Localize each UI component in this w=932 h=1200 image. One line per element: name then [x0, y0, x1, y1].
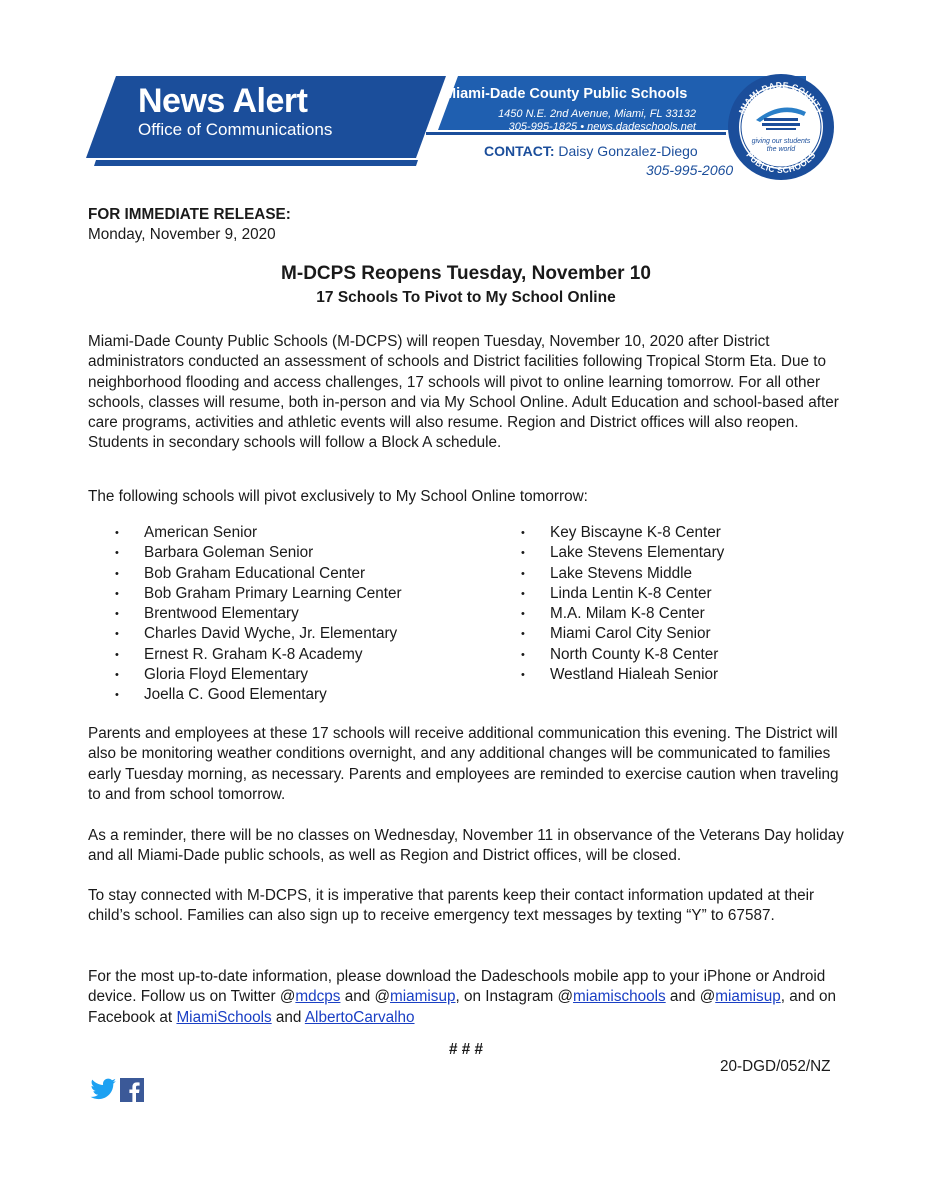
news-alert-title: News Alert: [138, 82, 308, 120]
mdcps-seal-logo: [726, 72, 836, 182]
school-list-item: [113, 624, 402, 644]
release-label: FOR IMMEDIATE RELEASE:: [88, 206, 291, 223]
instagram-miamisup-link[interactable]: miamisup: [715, 988, 781, 1006]
twitter-miamisup-link[interactable]: miamisup: [390, 988, 456, 1006]
twitter-icon[interactable]: [91, 1079, 117, 1100]
bullet-icon: •: [521, 648, 525, 661]
bullet-icon: •: [115, 587, 119, 600]
seal-motto-2: the world: [766, 146, 796, 153]
school-list-item: [519, 624, 724, 644]
organization-address: 1450 N.E. 2nd Avenue, Miami, FL 33132: [498, 108, 696, 120]
twitter-mdcps-link[interactable]: mdcps: [295, 988, 341, 1006]
facebook-icon[interactable]: [120, 1078, 144, 1102]
bullet-icon: •: [521, 608, 525, 621]
school-list-item: [113, 665, 402, 685]
school-list-item: [519, 645, 724, 665]
school-name: Lake Stevens Middle: [550, 564, 693, 582]
headline: M-DCPS Reopens Tuesday, November 10: [281, 263, 651, 284]
school-list-item: [113, 584, 402, 604]
bullet-icon: •: [521, 628, 525, 641]
social-icons: [88, 1075, 148, 1105]
school-name: Westland Hialeah Senior: [550, 666, 719, 684]
school-name: Bob Graham Educational Center: [144, 564, 366, 582]
school-name: Bob Graham Primary Learning Center: [144, 584, 402, 602]
school-list-item: [113, 645, 402, 665]
school-name: Gloria Floyd Elementary: [144, 666, 309, 684]
school-list-item: [113, 543, 402, 563]
paragraph-veterans-day: As a reminder, there will be no classes on Wednesday, November 11 in observance of the Veterans Day holiday and all Miami-Dade public schools, as well as Region and District offices, will be closed.: [88, 827, 844, 865]
school-list-item: [519, 523, 724, 543]
p5-text-5: , and on Facebook at: [88, 988, 836, 1026]
paragraph-social-media: [88, 967, 852, 1028]
bullet-icon: •: [115, 608, 119, 621]
bullet-icon: •: [115, 648, 119, 661]
release-date: Monday, November 9, 2020: [88, 226, 276, 243]
bullet-icon: •: [521, 567, 525, 580]
bullet-icon: •: [115, 547, 119, 560]
school-list-intro: The following schools will pivot exclusively to My School Online tomorrow:: [88, 488, 588, 505]
facebook-albertocarvalho-link[interactable]: AlbertoCarvalho: [304, 1008, 415, 1026]
school-list-item: [519, 564, 724, 584]
school-list-item: [113, 564, 402, 584]
paragraph-reopening: Miami-Dade County Public Schools (M-DCPS) will reopen Tuesday, November 10, 2020 after District administrators conducted an assessment of schools and District facilities following Tropical Storm Eta. Due to neighborhood flooding and access challenges, 17 schools will pivot to online learning tomorrow. For all other schools, classes will resume, both in-person and via My School Online. Adult Education and school-based after care programs, activities and athletic events will also resume. Region and District offices will also reopen. Students in secondary schools will follow a Block A schedule.: [88, 333, 839, 452]
school-name: North County K-8 Center: [550, 645, 719, 663]
school-list-item: [113, 523, 402, 543]
office-subtitle: Office of Communications: [138, 120, 333, 139]
bullet-icon: •: [521, 527, 525, 539]
paragraph-stay-connected: To stay connected with M-DCPS, it is imperative that parents keep their contact information updated at their child’s school. Families can also sign up to receive emergency text messages by texting “Y” to 67587.: [88, 887, 815, 925]
p5-text-1: For the most up-to-date information, please download the Dadeschools mobile app to your iPhone or Android device. Follow us on Twitter @: [88, 968, 826, 1006]
school-name: American Senior: [144, 524, 258, 541]
facebook-miamischools-link[interactable]: MiamiSchools: [176, 1008, 272, 1026]
p5-text-6: and: [271, 1008, 305, 1026]
p5-text-2: and @: [340, 988, 391, 1006]
bullet-icon: •: [115, 628, 119, 641]
seal-bottom-text: PUBLIC SCHOOLS: [744, 149, 818, 176]
contact-line: [484, 143, 698, 159]
school-list-item: [519, 604, 724, 624]
p5-text-4: and @: [665, 988, 716, 1006]
bullet-icon: •: [521, 669, 525, 682]
instagram-miamischools-link[interactable]: miamischools: [573, 988, 666, 1006]
subheadline: 17 Schools To Pivot to My School Online: [316, 289, 616, 306]
school-name: Lake Stevens Elementary: [550, 544, 725, 562]
p5-text-3: , on Instagram @: [455, 988, 574, 1006]
bullet-icon: •: [115, 567, 119, 580]
bullet-icon: •: [115, 669, 119, 682]
school-name: Charles David Wyche, Jr. Elementary: [144, 625, 398, 643]
contact-phone: 305-995-2060: [646, 162, 734, 178]
school-list-right: [519, 523, 724, 685]
seal-motto-1: giving our students: [751, 138, 811, 145]
school-name: M.A. Milam K-8 Center: [550, 605, 705, 623]
organization-address-block: [474, 108, 696, 134]
school-list-left: [113, 523, 402, 706]
bullet-icon: •: [115, 689, 119, 702]
organization-phone-web: 305-995-1825 • news.dadeschools.net: [508, 121, 696, 133]
school-list-item: [519, 584, 724, 604]
school-name: Joella C. Good Elementary: [144, 686, 327, 704]
school-name: Key Biscayne K-8 Center: [550, 524, 721, 541]
school-name: Barbara Goleman Senior: [144, 544, 314, 562]
end-marks: # # #: [448, 1041, 484, 1058]
paragraph-communication: Parents and employees at these 17 schools will receive additional communication this evening. The District will also be monitoring weather conditions overnight, and any additional changes will be communicated to families early Tuesday morning, as necessary. Parents and employees are reminded to exercise caution when traveling to and from school tomorrow.: [88, 725, 839, 803]
school-list-item: [519, 665, 724, 685]
reference-code: 20-DGD/052/NZ: [720, 1058, 831, 1075]
bullet-icon: •: [521, 587, 525, 600]
school-list-item: [519, 543, 724, 563]
school-name: Miami Carol City Senior: [550, 625, 711, 643]
bullet-icon: •: [521, 547, 525, 560]
school-list-item: [113, 604, 402, 624]
contact-label: CONTACT:: [484, 143, 555, 159]
school-name: Brentwood Elementary: [144, 605, 299, 623]
organization-name: Miami-Dade County Public Schools: [444, 86, 688, 102]
seal-top-text: MIAMI-DADE COUNTY: [736, 79, 826, 116]
school-name: Ernest R. Graham K-8 Academy: [144, 645, 363, 663]
bullet-icon: •: [115, 527, 119, 539]
school-list-item: [113, 685, 402, 705]
school-name: Linda Lentin K-8 Center: [550, 584, 712, 602]
contact-name: Daisy Gonzalez-Diego: [558, 143, 698, 159]
